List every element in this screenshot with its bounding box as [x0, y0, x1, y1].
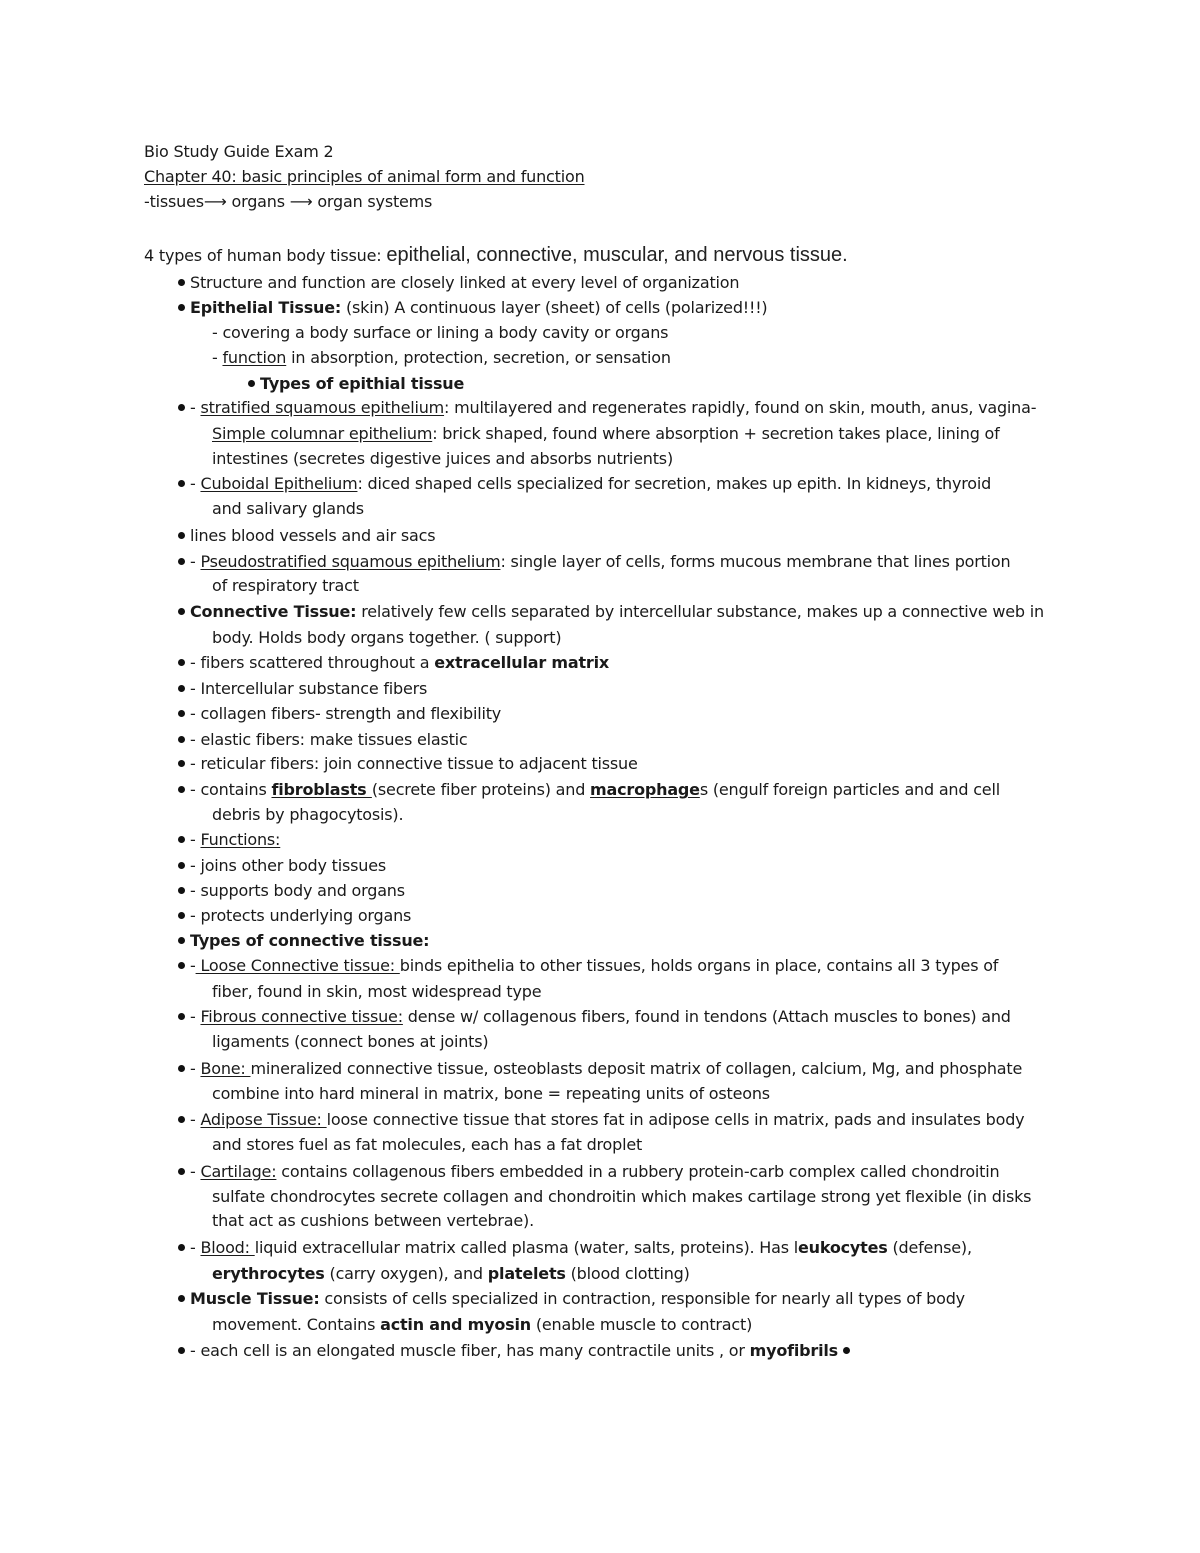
- text-run: - supports body and organs: [190, 881, 405, 900]
- underlined-term: stratified squamous epithelium: [200, 398, 445, 417]
- bullet-icon: [178, 710, 185, 717]
- bullet-item: [178, 1237, 972, 1259]
- underlined-term: Functions:: [200, 830, 281, 849]
- text-run: consists of cells specialized in contraction, responsible for nearly all types of body: [319, 1289, 965, 1308]
- text-run: - protects underlying organs: [190, 906, 412, 925]
- underlined-term: Adipose Tissue:: [200, 1110, 327, 1129]
- bullet-item: [178, 551, 1010, 573]
- bullet-icon: [178, 404, 185, 411]
- bullet-item: [178, 729, 468, 751]
- bold-text: platelets: [487, 1264, 566, 1283]
- bullet-item: [178, 1058, 1022, 1080]
- text-run: -: [190, 474, 201, 493]
- bullet-item: [178, 1109, 1024, 1131]
- bullet-item: [178, 855, 386, 877]
- bullet-icon: [178, 1168, 185, 1175]
- text-run: dense w/ collagenous fibers, found in tendons (Attach muscles to bones) and: [402, 1007, 1011, 1026]
- text-run: : brick shaped, found where absorption + secretion takes place, lining of: [432, 424, 1000, 443]
- continuation-line: [212, 423, 1000, 445]
- tissue-types-list: epithelial, connective, muscular, and nervous tissue.: [386, 244, 848, 266]
- bullet-icon: [178, 862, 185, 869]
- bold-text: macrophage: [590, 780, 700, 799]
- underlined-term: Fibrous connective tissue:: [200, 1007, 403, 1026]
- bullet-icon: [178, 962, 185, 969]
- bullet-icon: [178, 1065, 185, 1072]
- text-run: : single layer of cells, forms mucous membrane that lines portion: [500, 552, 1011, 571]
- bullet-icon: [248, 380, 255, 387]
- bold-text: Connective Tissue:: [190, 602, 357, 621]
- text-run: -: [190, 830, 201, 849]
- text-run: contains collagenous fibers embedded in a rubbery protein-carb complex called chondroitin: [276, 1162, 1000, 1181]
- bold-text: extracellular matrix: [434, 653, 609, 672]
- text-run: -: [190, 398, 201, 417]
- text-run: s (engulf foreign particles and and cell: [699, 780, 1000, 799]
- text-run: -: [190, 1059, 201, 1078]
- text-run: - each cell is an elongated muscle fiber, has many contractile units , or: [190, 1341, 750, 1360]
- underlined-term: Loose Connective tissue:: [195, 956, 400, 975]
- bullet-icon: [178, 304, 185, 311]
- continuation-line: [212, 627, 561, 649]
- bullet-item: [178, 678, 427, 700]
- bullet-icon: [178, 887, 185, 894]
- bullet-icon: [178, 659, 185, 666]
- continuation-line: [212, 1263, 690, 1285]
- bullet-icon: [178, 912, 185, 919]
- underlined-term: Bone:: [200, 1059, 251, 1078]
- bullet-item: [178, 880, 405, 902]
- text-run: (carry oxygen), and: [324, 1264, 488, 1283]
- bold-text: fibroblasts: [271, 780, 372, 799]
- text-run: - joins other body tissues: [190, 856, 386, 875]
- bold-text: Muscle Tissue:: [190, 1289, 320, 1308]
- bullet-item: [248, 373, 464, 395]
- text-run: - fibers scattered throughout a: [190, 653, 435, 672]
- bullet-item: [178, 1161, 999, 1183]
- text-run: -: [190, 1007, 201, 1026]
- bullet-item: [178, 1006, 1011, 1028]
- bullet-icon: [178, 608, 185, 615]
- text-run: lines blood vessels and air sacs: [190, 526, 436, 545]
- bold-text: Types of connective tissue:: [190, 931, 430, 950]
- text-run: liquid extracellular matrix called plasma (water, salts, proteins). Has l: [254, 1238, 798, 1257]
- bullet-item: [178, 397, 1036, 419]
- text-run: : multilayered and regenerates rapidly, found on skin, mouth, anus, vagina-: [444, 398, 1037, 417]
- bullet-item: [178, 703, 501, 725]
- bold-text: actin and myosin: [380, 1315, 531, 1334]
- bullet-icon: [178, 532, 185, 539]
- chapter-heading-line: [144, 166, 585, 188]
- text-run: mineralized connective tissue, osteoblasts deposit matrix of collagen, calcium, Mg, and phosphate: [250, 1059, 1023, 1078]
- text-run: in absorption, protection, secretion, or sensation: [286, 348, 671, 367]
- continuation-line: [212, 1186, 1031, 1208]
- bullet-icon: [178, 279, 185, 286]
- bullet-icon: [178, 760, 185, 767]
- hierarchy-line: -tissues⟶ organs ⟶ organ systems: [144, 192, 433, 211]
- bullet-item: [178, 905, 411, 927]
- text-run: : diced shaped cells specialized for secretion, makes up epith. In kidneys, thyroid: [357, 474, 992, 493]
- bold-text: myofibrils: [749, 1341, 839, 1360]
- bullet-item: [178, 829, 280, 851]
- bullet-icon: [178, 836, 185, 843]
- continuation-line: [212, 498, 364, 520]
- text-run: - reticular fibers: join connective tissue to adjacent tissue: [190, 754, 638, 773]
- text-run: loose connective tissue that stores fat in adipose cells in matrix, pads and insulates body: [326, 1110, 1025, 1129]
- bullet-icon: [178, 558, 185, 565]
- continuation-line: [212, 322, 668, 344]
- bullet-icon: [178, 1116, 185, 1123]
- text-run: (secrete fiber proteins) and: [371, 780, 591, 799]
- continuation-line: [212, 1031, 488, 1053]
- tissue-types-prefix: 4 types of human body tissue:: [144, 246, 387, 265]
- text-run: (enable muscle to contract): [530, 1315, 753, 1334]
- bullet-icon: [178, 1347, 185, 1354]
- bullet-icon: [178, 937, 185, 944]
- text-run: and stores fuel as fat molecules, each has a fat droplet: [212, 1135, 643, 1154]
- bullet-item: [178, 601, 1044, 623]
- bullet-item: [178, 753, 638, 775]
- underlined-term: Simple columnar epithelium: [212, 424, 433, 443]
- underlined-term: function: [222, 348, 287, 367]
- text-run: (blood clotting): [565, 1264, 690, 1283]
- text-run: -: [190, 1162, 201, 1181]
- continuation-line: [212, 575, 359, 597]
- document-title: Bio Study Guide Exam 2: [144, 142, 334, 161]
- text-run: - covering a body surface or lining a body cavity or organs: [212, 323, 669, 342]
- text-run: binds epithelia to other tissues, holds organs in place, contains all 3 types of: [399, 956, 999, 975]
- bullet-icon: [178, 685, 185, 692]
- continuation-line: [212, 1083, 770, 1105]
- bullet-item: [178, 930, 429, 952]
- text-run: - contains: [190, 780, 272, 799]
- text-run: -: [190, 1238, 201, 1257]
- text-run: fiber, found in skin, most widespread type: [212, 982, 542, 1001]
- text-run: body. Holds body organs together. ( support): [212, 628, 562, 647]
- continuation-line: [212, 981, 541, 1003]
- bullet-item: [178, 525, 435, 547]
- bold-text: Epithelial Tissue:: [190, 298, 342, 317]
- text-run: -: [190, 1110, 201, 1129]
- text-run: movement. Contains: [212, 1315, 381, 1334]
- text-run: ligaments (connect bones at joints): [212, 1032, 489, 1051]
- tissue-types-line: [144, 244, 848, 267]
- underlined-term: Cuboidal Epithelium: [200, 474, 358, 493]
- continuation-line: [212, 448, 673, 470]
- underlined-term: Blood:: [200, 1238, 255, 1257]
- continuation-line: [212, 1134, 642, 1156]
- text-run: Structure and function are closely linked at every level of organization: [190, 273, 740, 292]
- continuation-line: [212, 1314, 752, 1336]
- text-run: of respiratory tract: [212, 576, 359, 595]
- text-run: intestines (secretes digestive juices and absorbs nutrients): [212, 449, 673, 468]
- text-run: relatively few cells separated by intercellular substance, makes up a connective web in: [356, 602, 1044, 621]
- bullet-icon: [178, 1295, 185, 1302]
- text-run: -: [190, 552, 201, 571]
- continuation-line: [212, 347, 671, 369]
- underlined-term: Pseudostratified squamous epithelium: [200, 552, 501, 571]
- bullet-icon: [843, 1347, 850, 1354]
- chapter-heading: Chapter 40: basic principles of animal form and function: [144, 167, 585, 186]
- text-run: combine into hard mineral in matrix, bone = repeating units of osteons: [212, 1084, 770, 1103]
- text-run: -: [190, 956, 196, 975]
- bullet-item: [178, 1288, 965, 1310]
- text-run: (skin) A continuous layer (sheet) of cells (polarized!!!): [341, 298, 768, 317]
- bold-text: Types of epithial tissue: [260, 374, 465, 393]
- bullet-icon: [178, 1013, 185, 1020]
- text-run: - Intercellular substance fibers: [190, 679, 428, 698]
- bold-text: eukocytes: [798, 1238, 888, 1257]
- bullet-item: [178, 779, 1000, 801]
- continuation-line: [212, 1210, 534, 1232]
- bullet-item: [178, 297, 767, 319]
- text-run: that act as cushions between vertebrae).: [212, 1211, 534, 1230]
- bullet-item: [178, 272, 739, 294]
- bold-text: erythrocytes: [212, 1264, 325, 1283]
- continuation-line: [212, 804, 403, 826]
- bullet-icon: [178, 786, 185, 793]
- text-run: - collagen fibers- strength and flexibility: [190, 704, 502, 723]
- bullet-item: [178, 473, 991, 495]
- text-run: and salivary glands: [212, 499, 364, 518]
- text-run: debris by phagocytosis).: [212, 805, 404, 824]
- bullet-item: [178, 652, 609, 674]
- text-run: -: [212, 348, 223, 367]
- bullet-icon: [178, 480, 185, 487]
- text-run: - elastic fibers: make tissues elastic: [190, 730, 468, 749]
- bullet-icon: [178, 736, 185, 743]
- bullet-item: [178, 1340, 855, 1362]
- underlined-term: Cartilage:: [200, 1162, 277, 1181]
- bullet-item: [178, 955, 998, 977]
- text-run: sulfate chondrocytes secrete collagen and chondroitin which makes cartilage strong yet flexible (in disks: [212, 1187, 1032, 1206]
- bullet-icon: [178, 1244, 185, 1251]
- text-run: (defense),: [887, 1238, 972, 1257]
